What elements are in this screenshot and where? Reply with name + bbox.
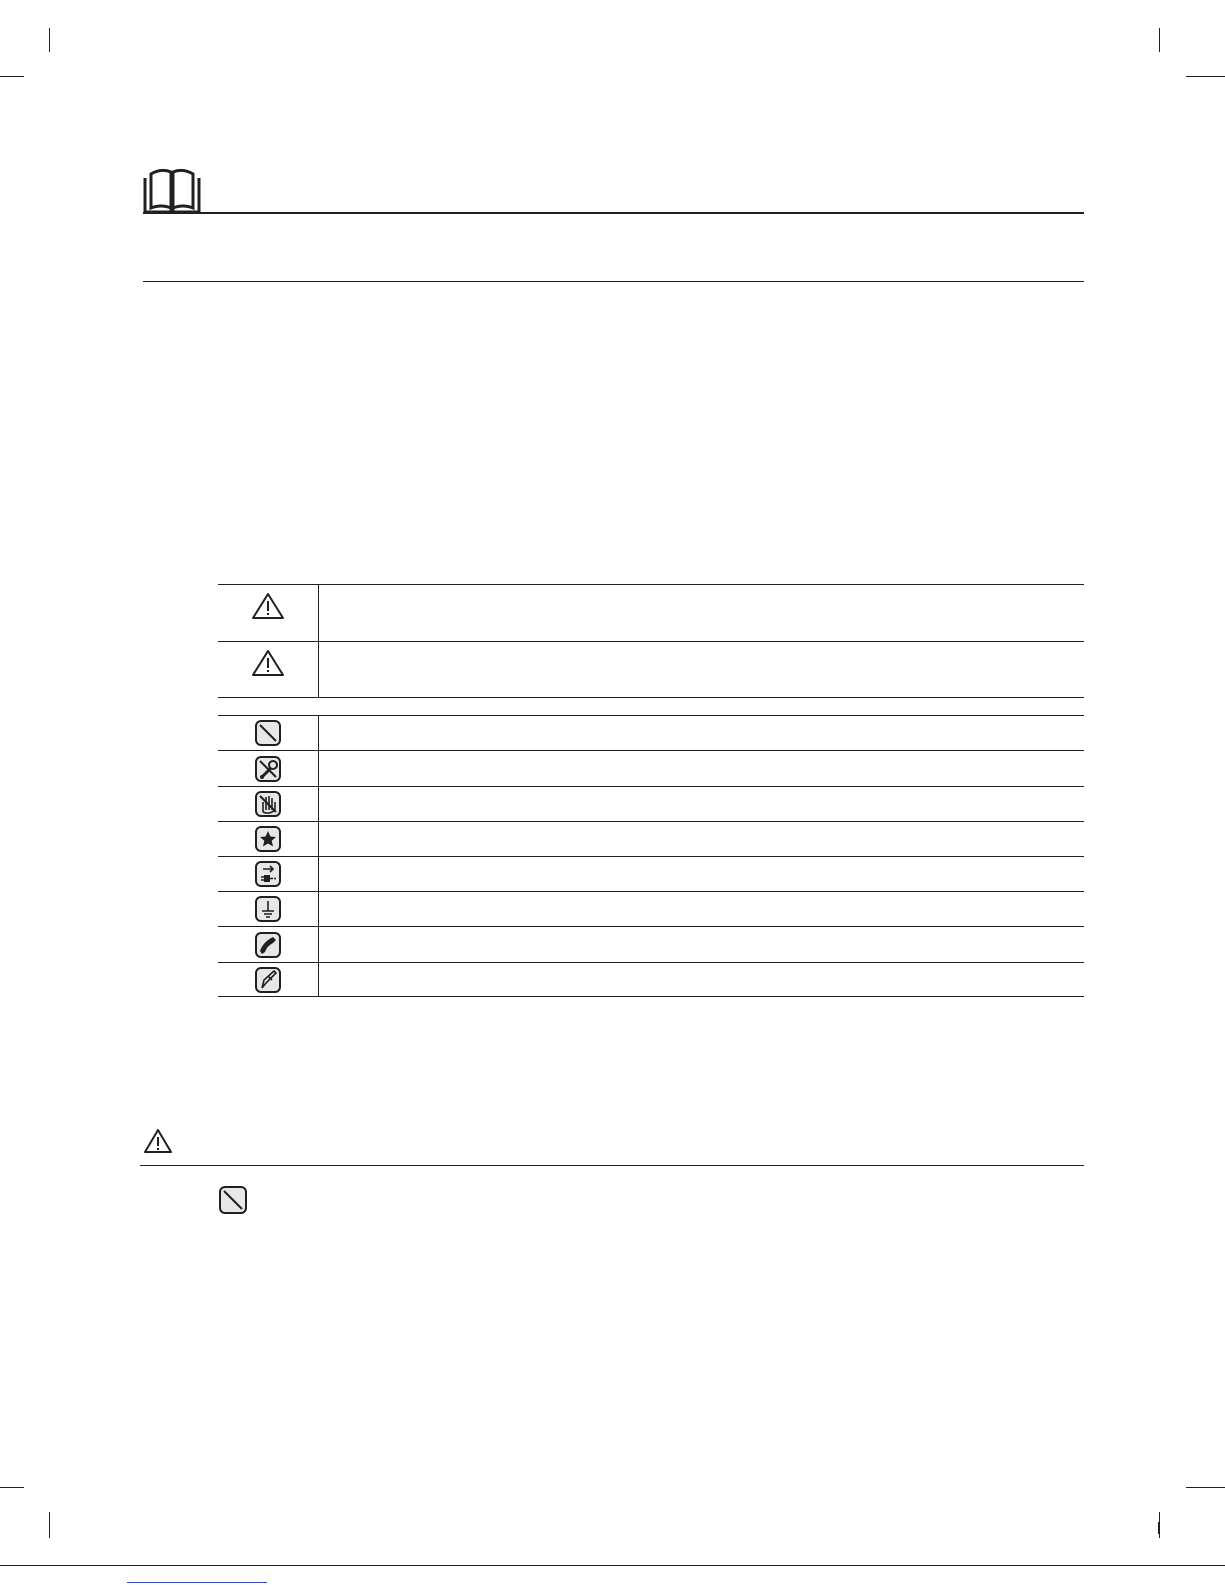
- warning-section-rule: [140, 1165, 1084, 1166]
- must-follow-icon: [218, 822, 318, 856]
- note-icon: [218, 963, 318, 997]
- table-row-rule: [218, 891, 1084, 892]
- table-row-rule: [218, 715, 1084, 716]
- table-row-rule: [218, 926, 1084, 927]
- table-row-rule: [218, 856, 1084, 857]
- table-bottom-rule: [218, 996, 1084, 997]
- header-rule: [143, 212, 1084, 214]
- prohibition-icon: [218, 1185, 248, 1215]
- table-row-rule: [218, 750, 1084, 751]
- edge-dot: [1158, 1522, 1160, 1534]
- crop-mark-bl-v: [49, 1512, 50, 1538]
- table-row-rule: [218, 697, 1084, 698]
- warning-triangle-icon: [143, 1128, 173, 1154]
- crop-mark-br-h: [1186, 1487, 1225, 1488]
- section-rule: [143, 281, 1084, 282]
- crop-mark-bl-h: [0, 1487, 24, 1488]
- crop-mark-tr-v: [1159, 28, 1160, 52]
- table-top-rule: [218, 584, 1084, 585]
- bottom-link-underline: [127, 1582, 267, 1583]
- crop-mark-tr-h: [1186, 76, 1225, 77]
- manual-book-icon: [143, 168, 201, 216]
- prohibition-icon: [218, 716, 318, 750]
- crop-mark-bottom-edge: [0, 1565, 1225, 1566]
- caution-triangle-icon: [218, 647, 318, 679]
- do-not-disassemble-icon: [218, 751, 318, 786]
- do-not-touch-icon: [218, 787, 318, 821]
- crop-mark-tl-v: [49, 28, 50, 52]
- table-row-rule: [218, 786, 1084, 787]
- crop-mark-tl-h: [0, 76, 24, 77]
- table-row-rule: [218, 641, 1084, 642]
- warning-triangle-icon: [218, 590, 318, 622]
- table-row-rule: [218, 821, 1084, 822]
- unplug-icon: [218, 857, 318, 891]
- ground-icon: [218, 892, 318, 926]
- call-service-icon: [218, 927, 318, 962]
- table-row-rule: [218, 962, 1084, 963]
